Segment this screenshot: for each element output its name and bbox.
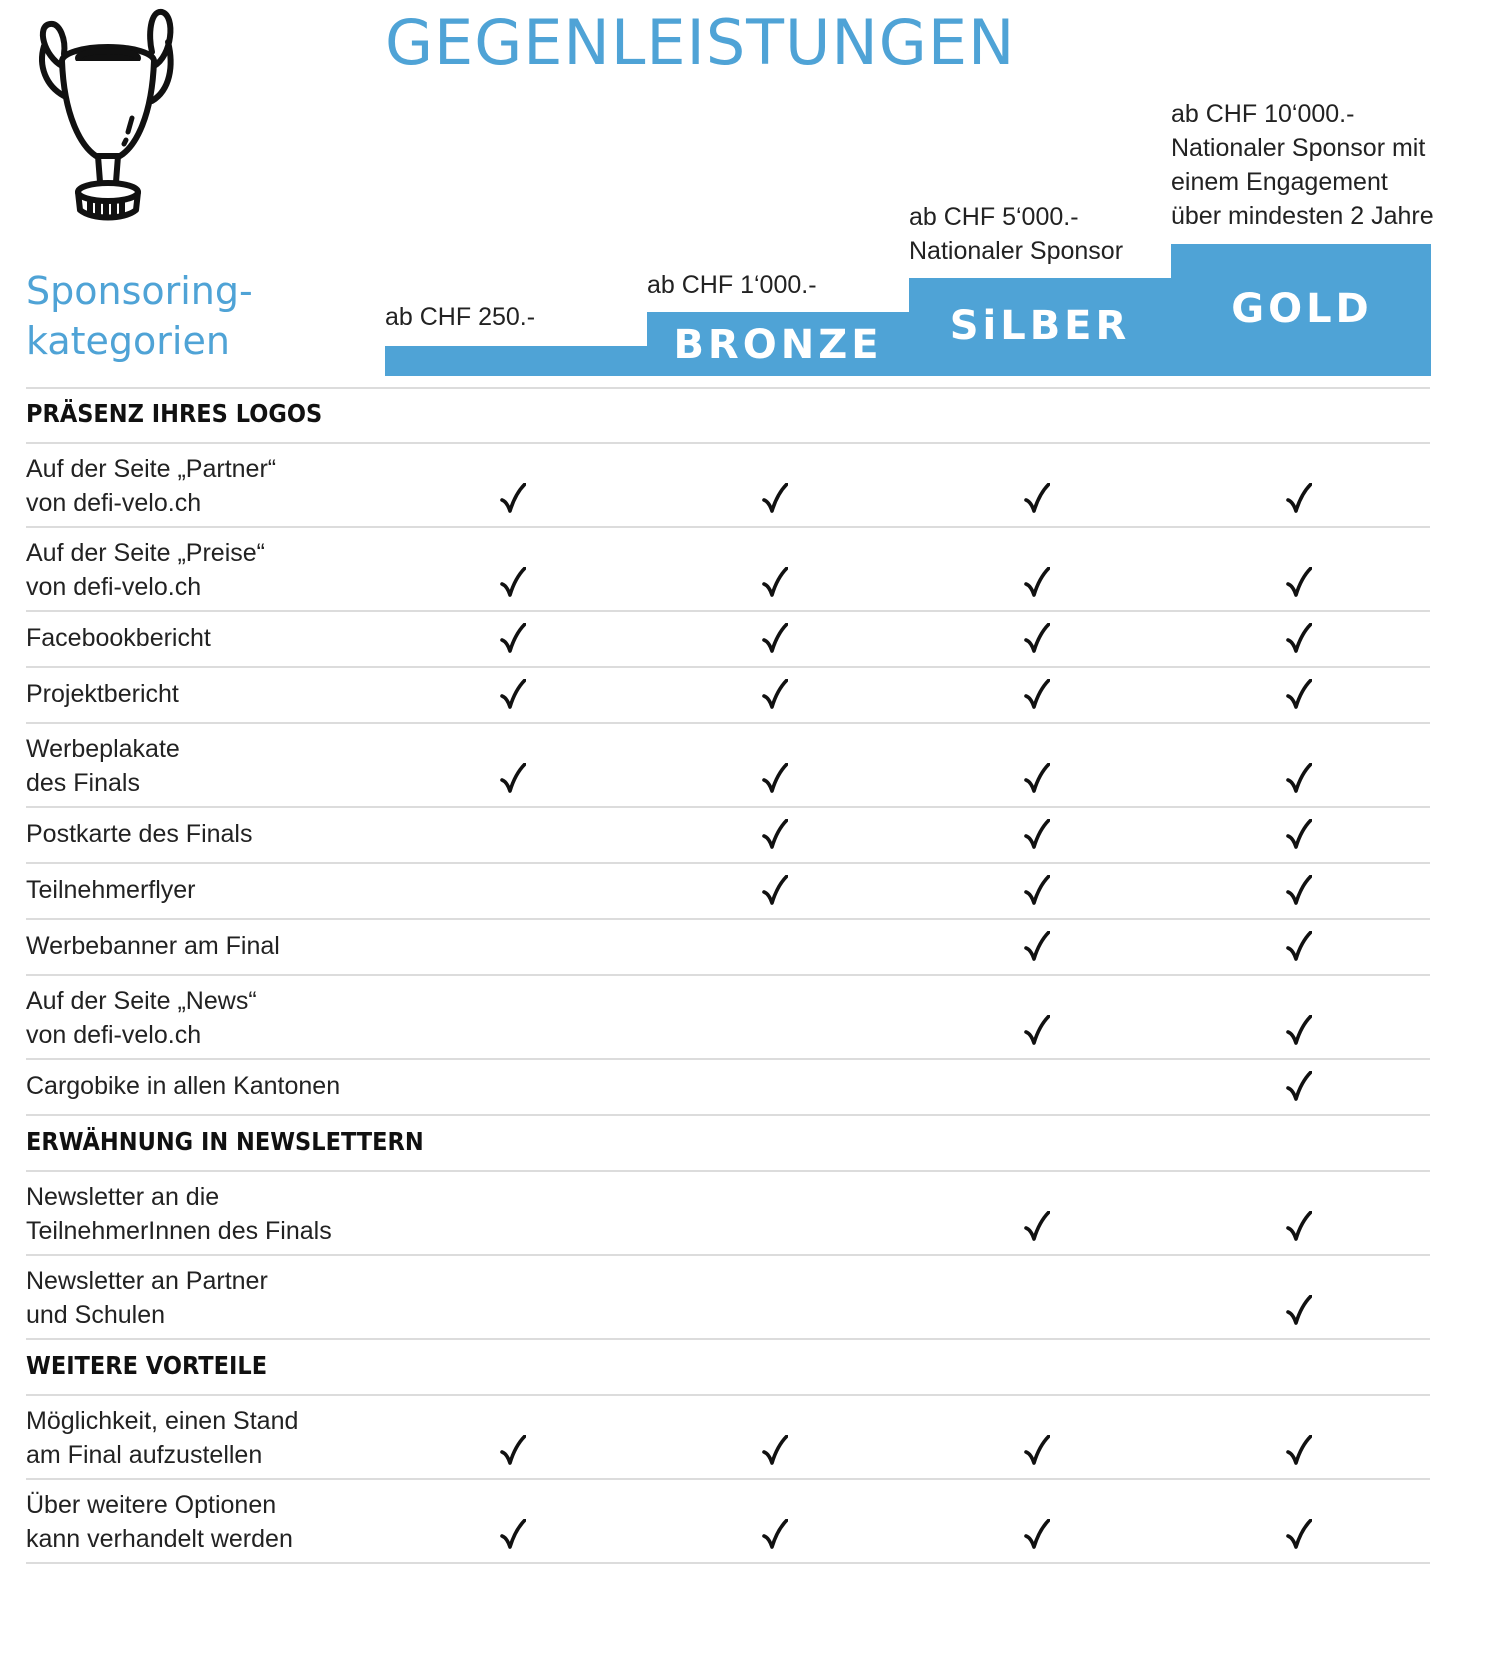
check-icon	[762, 679, 788, 709]
tier-price-line: ab CHF 10‘000.-	[1171, 100, 1355, 128]
check-icon	[1286, 1295, 1312, 1325]
row-label-line: Newsletter an die	[26, 1183, 220, 1211]
row-divider	[26, 442, 1430, 444]
check-icon	[1286, 483, 1312, 513]
row-label-line: TeilnehmerInnen des Finals	[26, 1217, 332, 1245]
row-label	[26, 452, 276, 520]
row-divider	[26, 1562, 1430, 1564]
check-icon	[1024, 819, 1050, 849]
row-label-line: des Finals	[26, 769, 140, 797]
tier-price-line: einem Engagement	[1171, 168, 1388, 196]
tier-price-line: über mindesten 2 Jahre	[1171, 202, 1434, 230]
row-label	[26, 732, 180, 800]
check-icon	[1024, 1211, 1050, 1241]
check-icon	[762, 819, 788, 849]
check-icon	[1024, 1435, 1050, 1465]
check-icon	[500, 679, 526, 709]
row-divider	[26, 666, 1430, 668]
check-icon	[1286, 1211, 1312, 1241]
category-title-line: kategorien	[26, 319, 230, 363]
check-icon	[1286, 819, 1312, 849]
row-label-line: von defi-velo.ch	[26, 1021, 202, 1049]
check-icon	[1286, 1519, 1312, 1549]
row-label-line: Postkarte des Finals	[26, 820, 253, 848]
tier-price-line: ab CHF 250.-	[385, 303, 536, 331]
check-icon	[500, 567, 526, 597]
row-divider	[26, 1254, 1430, 1256]
check-icon	[1286, 763, 1312, 793]
check-icon	[762, 1519, 788, 1549]
check-icon	[1286, 931, 1312, 961]
row-divider	[26, 1394, 1430, 1396]
row-label-line: Werbebanner am Final	[26, 932, 280, 960]
row-divider	[26, 722, 1430, 724]
tier-price-line: ab CHF 5‘000.-	[909, 203, 1079, 231]
category-title	[26, 266, 253, 366]
row-label	[26, 536, 265, 604]
section-heading: PRÄSENZ IHRES LOGOS	[26, 399, 323, 428]
check-icon	[762, 567, 788, 597]
check-icon	[762, 763, 788, 793]
check-icon	[1024, 875, 1050, 905]
check-icon	[1024, 483, 1050, 513]
row-label	[26, 677, 179, 711]
check-icon	[1024, 763, 1050, 793]
row-label	[26, 929, 280, 963]
category-title-line: Sponsoring-	[26, 269, 253, 313]
tier-price-line: Nationaler Sponsor	[909, 237, 1124, 265]
row-label	[26, 817, 253, 851]
row-label-line: Werbeplakate	[26, 735, 180, 763]
check-icon	[762, 875, 788, 905]
tier-name-silver: SiLBER	[949, 303, 1131, 349]
tier-name-gold: GOLD	[1231, 286, 1373, 332]
row-label-line: Cargobike in allen Kantonen	[26, 1072, 341, 1100]
check-icon	[762, 483, 788, 513]
row-divider	[26, 526, 1430, 528]
check-icon	[1286, 1071, 1312, 1101]
check-icon	[1024, 931, 1050, 961]
row-divider	[26, 862, 1430, 864]
row-divider	[26, 974, 1430, 976]
row-label-line: von defi-velo.ch	[26, 573, 202, 601]
row-label-line: am Final aufzustellen	[26, 1441, 263, 1469]
tier-name-bronze: BRONZE	[673, 322, 883, 368]
check-icon	[1024, 623, 1050, 653]
row-divider	[26, 806, 1430, 808]
check-icon	[500, 483, 526, 513]
row-label-line: Auf der Seite „News“	[26, 987, 257, 1015]
row-label-line: Auf der Seite „Partner“	[26, 455, 277, 483]
check-icon	[1286, 679, 1312, 709]
check-icon	[1024, 679, 1050, 709]
check-icon	[1286, 1435, 1312, 1465]
tier-price-line: Nationaler Sponsor mit	[1171, 134, 1426, 162]
row-label-line: und Schulen	[26, 1301, 166, 1329]
row-label-line: Auf der Seite „Preise“	[26, 539, 265, 567]
check-icon	[1286, 1015, 1312, 1045]
page-title: GEGENLEISTUNGEN	[385, 6, 1016, 79]
row-divider	[26, 1478, 1430, 1480]
row-label-line: Über weitere Optionen	[26, 1491, 277, 1519]
row-divider	[26, 1058, 1430, 1060]
section-heading: WEITERE VORTEILE	[26, 1351, 268, 1380]
row-label	[26, 1488, 293, 1556]
check-icon	[500, 1435, 526, 1465]
row-divider	[26, 1338, 1430, 1340]
check-icon	[762, 623, 788, 653]
tier-price-label	[1171, 97, 1434, 233]
header-divider	[26, 387, 1430, 389]
check-icon	[1286, 623, 1312, 653]
row-label-line: kann verhandelt werden	[26, 1525, 293, 1553]
row-label	[26, 1180, 332, 1248]
check-icon	[500, 1519, 526, 1549]
check-icon	[500, 763, 526, 793]
row-label-line: Newsletter an Partner	[26, 1267, 268, 1295]
row-label	[26, 984, 257, 1052]
check-icon	[500, 623, 526, 653]
check-icon	[1286, 567, 1312, 597]
check-icon	[1024, 567, 1050, 597]
row-label-line: Facebookbericht	[26, 624, 211, 652]
row-label	[26, 1404, 298, 1472]
row-divider	[26, 1170, 1430, 1172]
tier-price-line: ab CHF 1‘000.-	[647, 271, 817, 299]
row-divider	[26, 610, 1430, 612]
check-icon	[1024, 1519, 1050, 1549]
row-label-line: Teilnehmerflyer	[26, 876, 196, 904]
check-icon	[1024, 1015, 1050, 1045]
row-label	[26, 873, 196, 907]
row-label-line: Möglichkeit, einen Stand	[26, 1407, 299, 1435]
row-divider	[26, 1114, 1430, 1116]
section-heading: ERWÄHNUNG IN NEWSLETTERN	[26, 1127, 424, 1156]
check-icon	[762, 1435, 788, 1465]
check-icon	[1286, 875, 1312, 905]
row-label-line: Projektbericht	[26, 680, 179, 708]
row-label	[26, 1264, 268, 1332]
row-label	[26, 1069, 340, 1103]
row-divider	[26, 918, 1430, 920]
trophy-icon	[36, 6, 176, 226]
row-label-line: von defi-velo.ch	[26, 489, 202, 517]
row-label	[26, 621, 211, 655]
